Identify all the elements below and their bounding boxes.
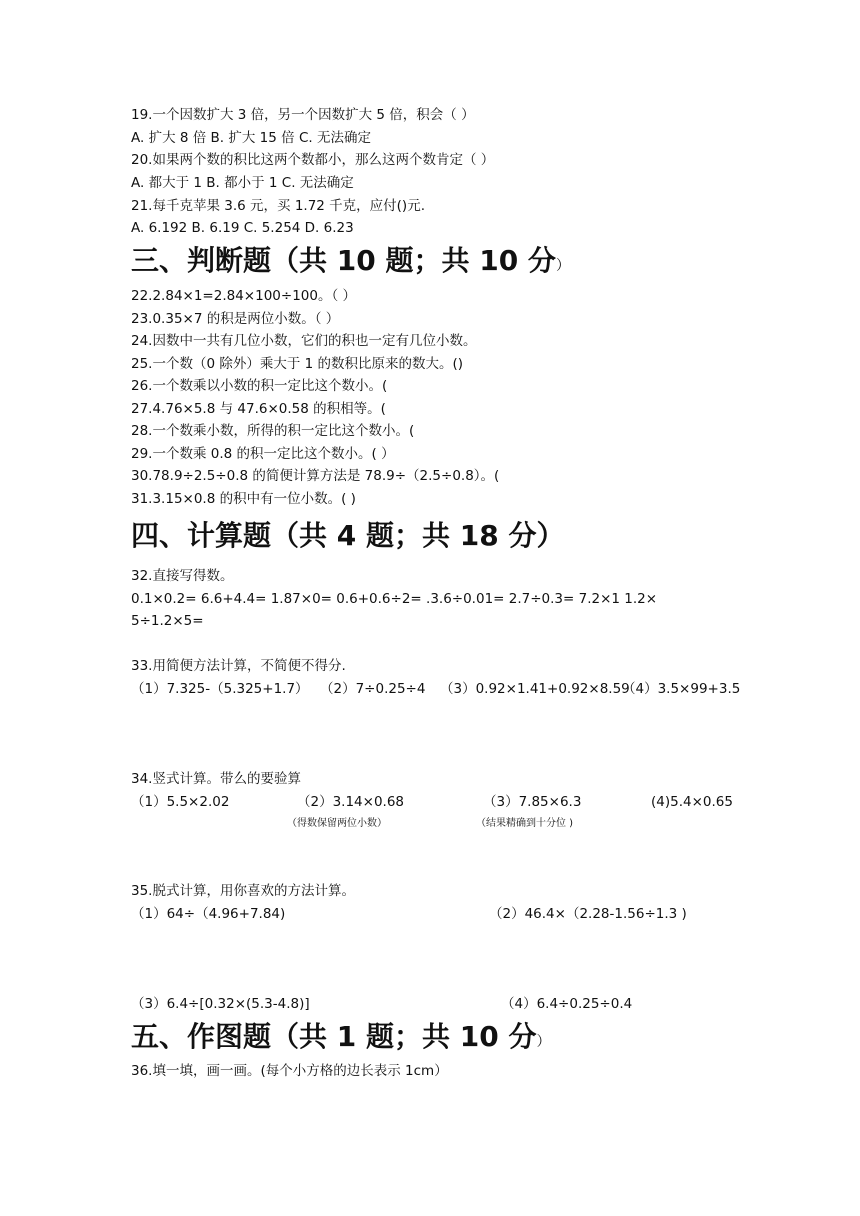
section-5-title-tail: ） <box>536 1034 551 1050</box>
question-35-item-4: （4）6.4÷0.25÷0.4 <box>501 996 633 1012</box>
question-21-options: A. 6.192 B. 6.19 C. 5.254 D. 6.23 <box>131 220 354 236</box>
question-32: 32.直接写得数。 <box>131 568 234 584</box>
section-3-heading <box>131 244 570 283</box>
question-29: 29.一个数乘 0.8 的积一定比这个数小。( ） <box>131 446 395 462</box>
question-19: 19.一个因数扩大 3 倍，另一个因数扩大 5 倍，积会（ ） <box>131 107 475 123</box>
section-5-title: 五、作图题（共 1 题；共 10 分 <box>131 1020 537 1053</box>
question-34-item-4: (4)5.4×0.65 <box>651 794 733 810</box>
question-33-item-2: （2）7÷0.25÷4 <box>320 681 426 697</box>
section-4-title: 四、计算题（共 4 题；共 18 分） <box>131 519 565 552</box>
question-30: 30.78.9÷2.5÷0.8 的简便计算方法是 78.9÷（2.5÷0.8）。( <box>131 468 500 484</box>
question-34-item-3: （3）7.85×6.3 <box>483 794 582 810</box>
question-34-note-rounding: （得数保留两位小数） <box>287 818 387 829</box>
question-28: 28.一个数乘小数，所得的积一定比这个数小。( <box>131 423 415 439</box>
question-34: 34.竖式计算。带么的要验算 <box>131 771 301 787</box>
question-35-item-1: （1）64÷（4.96+7.84) <box>131 906 286 922</box>
question-27: 27.4.76×5.8 与 47.6×0.58 的积相等。( <box>131 401 386 417</box>
section-3-title: 三、判断题（共 10 题；共 10 分 <box>131 244 556 277</box>
question-20-options: A. 都大于 1 B. 都小于 1 C. 无法确定 <box>131 175 354 191</box>
question-22: 22.2.84×1=2.84×100÷100。（ ） <box>131 288 356 304</box>
question-32-problems-line-2: 5÷1.2×5= <box>131 613 204 629</box>
section-3-title-tail: ） <box>555 258 570 274</box>
question-34-item-1: （1）5.5×2.02 <box>131 794 230 810</box>
question-19-options: A. 扩大 8 倍 B. 扩大 15 倍 C. 无法确定 <box>131 130 371 146</box>
question-33-item-1: （1）7.325-（5.325+1.7） <box>131 681 309 697</box>
question-35-item-2: （2）46.4×（2.28-1.56÷1.3 ) <box>489 906 687 922</box>
question-34-note-precision: （结果精确到十分位 ) <box>476 818 574 829</box>
question-33-item-4: （4）3.5×99+3.5 <box>622 681 741 697</box>
question-20: 20.如果两个数的积比这两个数都小，那么这两个数肯定（ ） <box>131 152 495 168</box>
question-32-problems-line-1: 0.1×0.2= 6.6+4.4= 1.87×0= 0.6+0.6÷2= .3.6÷0.01= 2.7÷0.3= 7.2×1 1.2× <box>131 591 658 607</box>
question-25: 25.一个数（0 除外）乘大于 1 的数积比原来的数大。() <box>131 356 464 372</box>
question-34-item-2: （2）3.14×0.68 <box>297 794 405 810</box>
question-33-item-3: （3）0.92×1.41+0.92×8.59 <box>440 681 630 697</box>
question-35-item-3: （3）6.4÷[0.32×(5.3-4.8)] <box>131 996 310 1012</box>
question-35: 35.脱式计算，用你喜欢的方法计算。 <box>131 883 355 899</box>
question-24: 24.因数中一共有几位小数，它们的积也一定有几位小数。 <box>131 333 477 349</box>
question-26: 26.一个数乘以小数的积一定比这个数小。( <box>131 378 388 394</box>
question-33: 33.用简便方法计算，不简便不得分. <box>131 658 346 674</box>
section-5-heading <box>131 1020 550 1059</box>
question-21: 21.每千克苹果 3.6 元，买 1.72 千克，应付()元. <box>131 198 425 214</box>
question-36: 36.填一填，画一画。(每个小方格的边长表示 1cm） <box>131 1063 448 1079</box>
question-23: 23.0.35×7 的积是两位小数。（ ） <box>131 311 340 327</box>
question-31: 31.3.15×0.8 的积中有一位小数。( ) <box>131 491 356 507</box>
